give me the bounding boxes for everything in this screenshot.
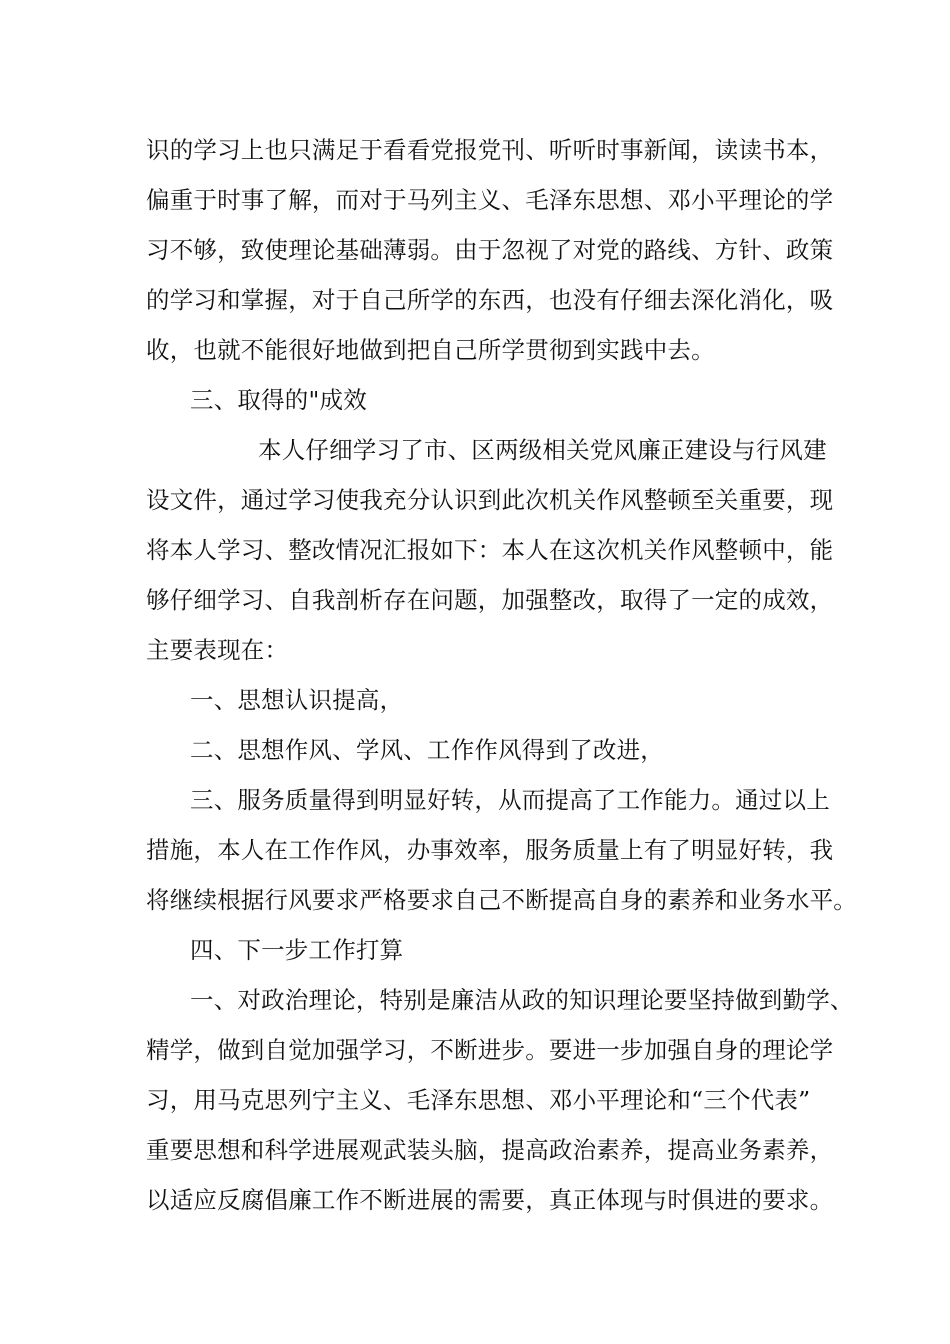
text-line: 重要思想和科学进展观武装头脑，提高政治素养，提高业务素养，	[146, 1136, 834, 1164]
text-line: 设文件，通过学习使我充分认识到此次机关作风整顿至关重要，现	[146, 486, 834, 514]
text-line: 习不够，致使理论基础薄弱。由于忽视了对党的路线、方针、政策	[146, 236, 834, 264]
section-heading: 四、下一步工作打算	[190, 936, 404, 964]
text-line: 精学，做到自觉加强学习，不断进步。要进一步加强自身的理论学	[146, 1036, 834, 1064]
text-line: 习，用马克思列宁主义、毛泽东思想、邓小平理论和“三个代表”	[146, 1086, 811, 1114]
list-item: 一、对政治理论，特别是廉洁从政的知识理论要坚持做到勤学、	[190, 986, 854, 1014]
text-line: 主要表现在：	[146, 636, 289, 664]
text-line: 偏重于时事了解，而对于马列主义、毛泽东思想、邓小平理论的学	[146, 186, 834, 214]
text-line: 将继续根据行风要求严格要求自己不断提高自身的素养和业务水平。	[146, 886, 857, 914]
text-line: 本人仔细学习了市、区两级相关党风廉正建设与行风建	[258, 436, 827, 464]
list-item: 一、思想认识提高，	[190, 686, 404, 714]
text-line: 以适应反腐倡廉工作不断进展的需要，真正体现与时俱进的要求。	[146, 1186, 834, 1214]
text-line: 的学习和掌握，对于自己所学的东西，也没有仔细去深化消化，吸	[146, 286, 834, 314]
section-heading: 三、取得的"成效	[190, 386, 367, 414]
text-line: 将本人学习、整改情况汇报如下：本人在这次机关作风整顿中，能	[146, 536, 834, 564]
text-line: 识的学习上也只满足于看看党报党刊、听听时事新闻，读读书本，	[146, 136, 834, 164]
text-line: 够仔细学习、自我剖析存在问题，加强整改，取得了一定的成效，	[146, 586, 834, 614]
text-line: 收，也就不能很好地做到把自己所学贯彻到实践中去。	[146, 336, 715, 364]
text-line: 措施，本人在工作作风，办事效率，服务质量上有了明显好转，我	[146, 836, 834, 864]
list-item: 二、思想作风、学风、工作作风得到了改进，	[190, 736, 664, 764]
list-item: 三、服务质量得到明显好转，从而提高了工作能力。通过以上	[190, 786, 830, 814]
